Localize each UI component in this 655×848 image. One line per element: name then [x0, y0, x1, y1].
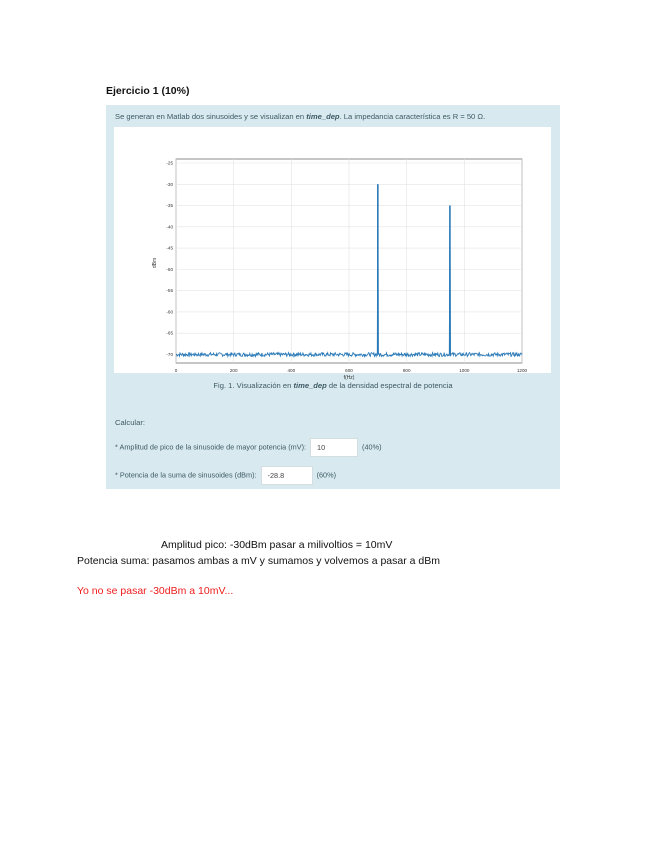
sum-power-answer-field[interactable]: -28.8	[261, 466, 313, 485]
y-tick-label: -25	[166, 160, 173, 166]
note-question: Yo no se pasar -30dBm a 10mV...	[77, 585, 234, 597]
note-sum-power: Potencia suma: pasamos ambas a mV y sumamos y volvemos a pasar a dBm	[77, 555, 440, 567]
y-axis-label: dBm	[152, 257, 158, 269]
intro-text: Se generan en Matlab dos sinusoides y se visualizan en time_dep. La impedancia característica es R = 50 Ω.	[115, 112, 486, 121]
note-peak-amplitude: Amplitud pico: -30dBm pasar a milivoltios = 10mV	[161, 539, 393, 551]
spectrum-chart	[114, 127, 551, 381]
x-tick-label: 1200	[516, 368, 528, 373]
x-tick-label: 400	[287, 368, 296, 373]
question-label: * Potencia de la suma de sinusoides (dBm):	[115, 470, 257, 480]
x-tick-label: 200	[229, 368, 238, 373]
exercise-panel	[106, 105, 560, 489]
question-weight: (60%)	[316, 470, 337, 480]
calc-label: Calcular:	[115, 418, 145, 427]
y-tick-label: -50	[166, 266, 173, 272]
y-tick-label: -30	[166, 181, 173, 187]
peak-amplitude-answer-field[interactable]: 10	[310, 438, 358, 457]
y-tick-label: -45	[166, 245, 173, 251]
question-sum-power	[115, 466, 336, 485]
spectrum-figure	[114, 127, 551, 381]
y-tick-label: -70	[166, 351, 173, 357]
x-tick-label: 1000	[459, 368, 470, 373]
y-tick-label: -35	[166, 203, 173, 209]
question-weight: (40%)	[362, 442, 382, 452]
question-label: * Amplitud de pico de la sinusoide de mayor potencia (mV):	[115, 442, 307, 452]
y-tick-label: -65	[166, 330, 173, 336]
y-tick-label: -60	[166, 309, 173, 315]
figure-caption: Fig. 1. Visualización en time_dep de la densidad espectral de potencia	[213, 381, 453, 390]
exercise-heading: Ejercicio 1 (10%)	[106, 85, 190, 97]
x-tick-label: 600	[345, 368, 353, 373]
question-peak-amplitude	[115, 438, 382, 457]
y-tick-label: -55	[166, 288, 173, 294]
x-tick-label: 800	[402, 368, 411, 373]
y-tick-label: -40	[166, 224, 173, 230]
x-tick-label: 0	[174, 368, 178, 373]
x-axis-label: f(Hz)	[343, 375, 355, 381]
